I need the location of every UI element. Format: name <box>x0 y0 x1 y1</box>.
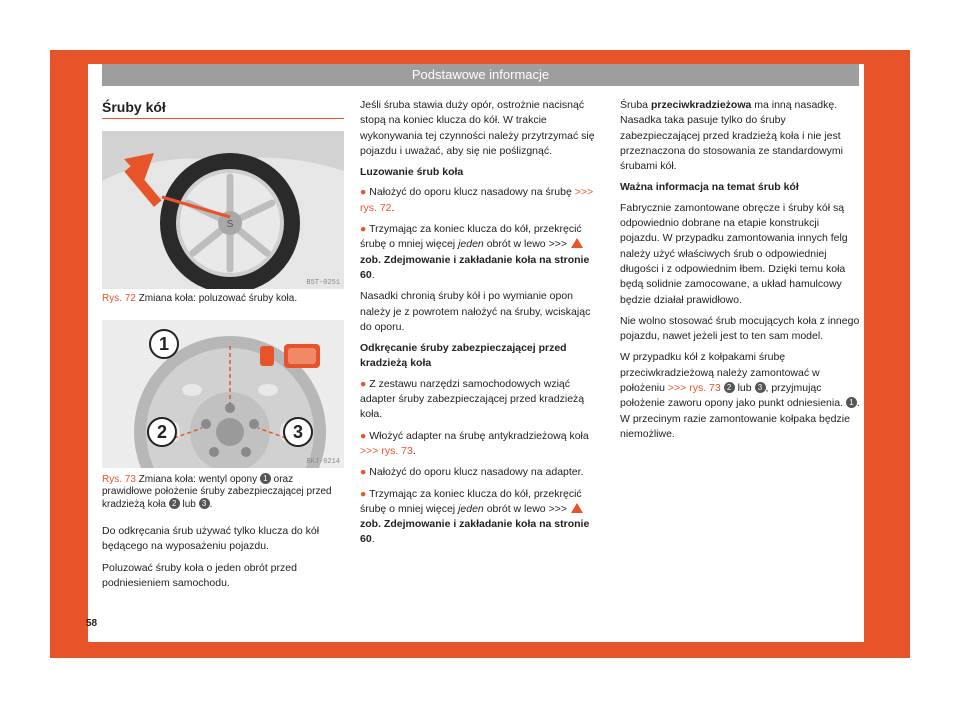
figure-72-wheel <box>102 131 344 289</box>
caption-number: Rys. 73 <box>102 474 136 485</box>
page-link[interactable]: zob. Zdejmowanie i zakładanie koła na stronie 60 <box>360 253 590 281</box>
arrows-icon: >>> <box>574 186 594 199</box>
number-badge-3: 3 <box>199 498 210 509</box>
warning-icon <box>571 503 583 513</box>
arrows-icon: >>> <box>548 238 567 251</box>
page-number: 58 <box>86 618 98 629</box>
number-badge-1: 1 <box>260 473 271 484</box>
bullet-icon: ● <box>360 377 367 390</box>
page-header: Podstawowe informacje <box>102 64 859 86</box>
figure-code: BKJ-0214 <box>306 458 340 466</box>
paragraph: Do odkręcania śrub używać tylko klucza do kół będącego na wyposażeniu pojazdu. <box>102 525 320 553</box>
bullet-item: ● Nałożyć do oporu klucz nasadowy na adapter. <box>360 466 584 479</box>
figure-73-caption <box>102 473 338 511</box>
page-link[interactable]: zob. Zdejmowanie i zakładanie koła na stronie 60 <box>360 518 590 546</box>
label-1: 1 <box>158 334 170 354</box>
number-badge-1: 1 <box>846 397 857 408</box>
bullet-item: ● Trzymając za koniec klucza do kół, przekręcić śrubę o mniej więcej jeden obrót w lewo >>> zob. Zdejmowanie i zakładanie koła na stronie 60. <box>360 487 590 546</box>
subheading: Ważna informacja na temat śrub kół <box>620 181 799 194</box>
arrows-icon: >>> <box>667 382 687 395</box>
figure-73-wheel <box>102 320 344 468</box>
caption-text: oraz prawidłowe położenie śruby zabezpieczającej przed kradzieżą koła <box>102 474 332 510</box>
paragraph: Nasadki chronią śruby kół i po wymianie opon należy je z powrotem nałożyć na śruby, wciskając do oporu. <box>360 290 591 333</box>
number-badge-2: 2 <box>724 382 735 393</box>
figure-code: B5T-0251 <box>306 279 340 287</box>
paragraph: Jeśli śruba stawia duży opór, ostrożnie nacisnąć stopą na koniec klucza do kół. W trakcie wykonywania tej czynności należy przytrzymać się pojazdu i uważać, aby się nie poślizgnąć. <box>360 99 595 157</box>
figure-72-caption <box>102 293 344 305</box>
steel-wheel-illustration <box>102 320 344 468</box>
caption-text: . <box>209 499 213 510</box>
paragraph: Nie wolno stosować śrub mocujących koła z innego pojazdu, nawet jeżeli jest to ten sam model. <box>620 314 860 343</box>
svg-text:S: S <box>226 219 234 230</box>
figure-link[interactable]: rys. 73 <box>381 444 413 457</box>
bullet-item: ● Włożyć adapter na śrubę antykradzieżową koła >>> rys. 73. <box>360 429 589 457</box>
caption-number: Rys. 72 <box>102 293 136 304</box>
bullet-icon: ● <box>360 223 367 236</box>
title-divider <box>102 118 344 119</box>
bullet-icon: ● <box>360 186 367 199</box>
paragraph: Śruba przeciwkradzieżowa ma inną nasadkę. Nasadka taka pasuje tylko do śruby zabezpieczającej przed kradzieżą koła i nie jest przeznaczona do stosowania ze standardowymi śrubami kół. <box>620 99 843 173</box>
section-title: Śruby kół <box>102 99 166 115</box>
bullet-icon: ● <box>360 429 367 442</box>
paragraph: Poluzować śruby koła o jeden obrót przed podniesieniem samochodu. <box>102 561 297 589</box>
arrows-icon: >>> <box>548 502 567 515</box>
label-3: 3 <box>292 422 304 442</box>
warning-icon <box>571 238 583 248</box>
bullet-item: ● Nałożyć do oporu klucz nasadowy na śrubę >>> rys. 72. <box>360 186 594 214</box>
number-badge-2: 2 <box>169 498 180 509</box>
column-3-text <box>620 98 860 448</box>
figure-link[interactable]: rys. 72 <box>360 201 392 214</box>
caption-text: Zmiana koła: wentyl opony <box>138 474 258 485</box>
paragraph: Fabrycznie zamontowane obręcze i śruby kół są odpowiednio dobrane na etapie konstrukcji pojazdu. W przypadku zamontowania innych felg należy użyć właściwych śrub o odpowiedniej długości i z odpowiednim łbem. Dzięki temu koła będą solidnie zamocowane, a układ hamulcowy będzie działał prawidłowo. <box>620 201 848 306</box>
paragraph: W przypadku kół z kołpakami śrubę przeciwkradzieżową należy zamontować w położeniu >>> rys. 73 2 lub 3 , przyjmując położenie zaworu opony jako punkt odniesienia. 1 . W przecinym razie zamontowanie kołpaka będzie niemożliwe. <box>620 351 860 440</box>
bullet-item: ● Trzymając za koniec klucza do kół, przekręcić śrubę o mniej więcej jeden obrót w lewo >>> zob. Zdejmowanie i zakładanie koła na stronie 60. <box>360 223 590 281</box>
column-2-text <box>360 98 604 554</box>
caption-text: lub <box>182 499 196 510</box>
column-1-text <box>102 524 344 597</box>
bullet-icon: ● <box>360 466 367 479</box>
figure-link[interactable]: rys. 73 <box>689 382 721 395</box>
subheading: Odkręcanie śruby zabezpieczającej przed kradzieżą koła <box>360 342 567 370</box>
subheading: Luzowanie śrub koła <box>360 166 464 179</box>
bullet-item: ● Z zestawu narzędzi samochodowych wziąć adapter śruby zabezpieczającej przed kradzieżą koła. <box>360 377 585 421</box>
number-badge-3: 3 <box>755 382 766 393</box>
arrows-icon: >>> <box>360 444 379 457</box>
caption-text: Zmiana koła: poluzować śruby koła. <box>138 293 298 304</box>
bullet-icon: ● <box>360 487 367 500</box>
wheel-illustration <box>102 131 344 289</box>
label-2: 2 <box>156 422 168 442</box>
